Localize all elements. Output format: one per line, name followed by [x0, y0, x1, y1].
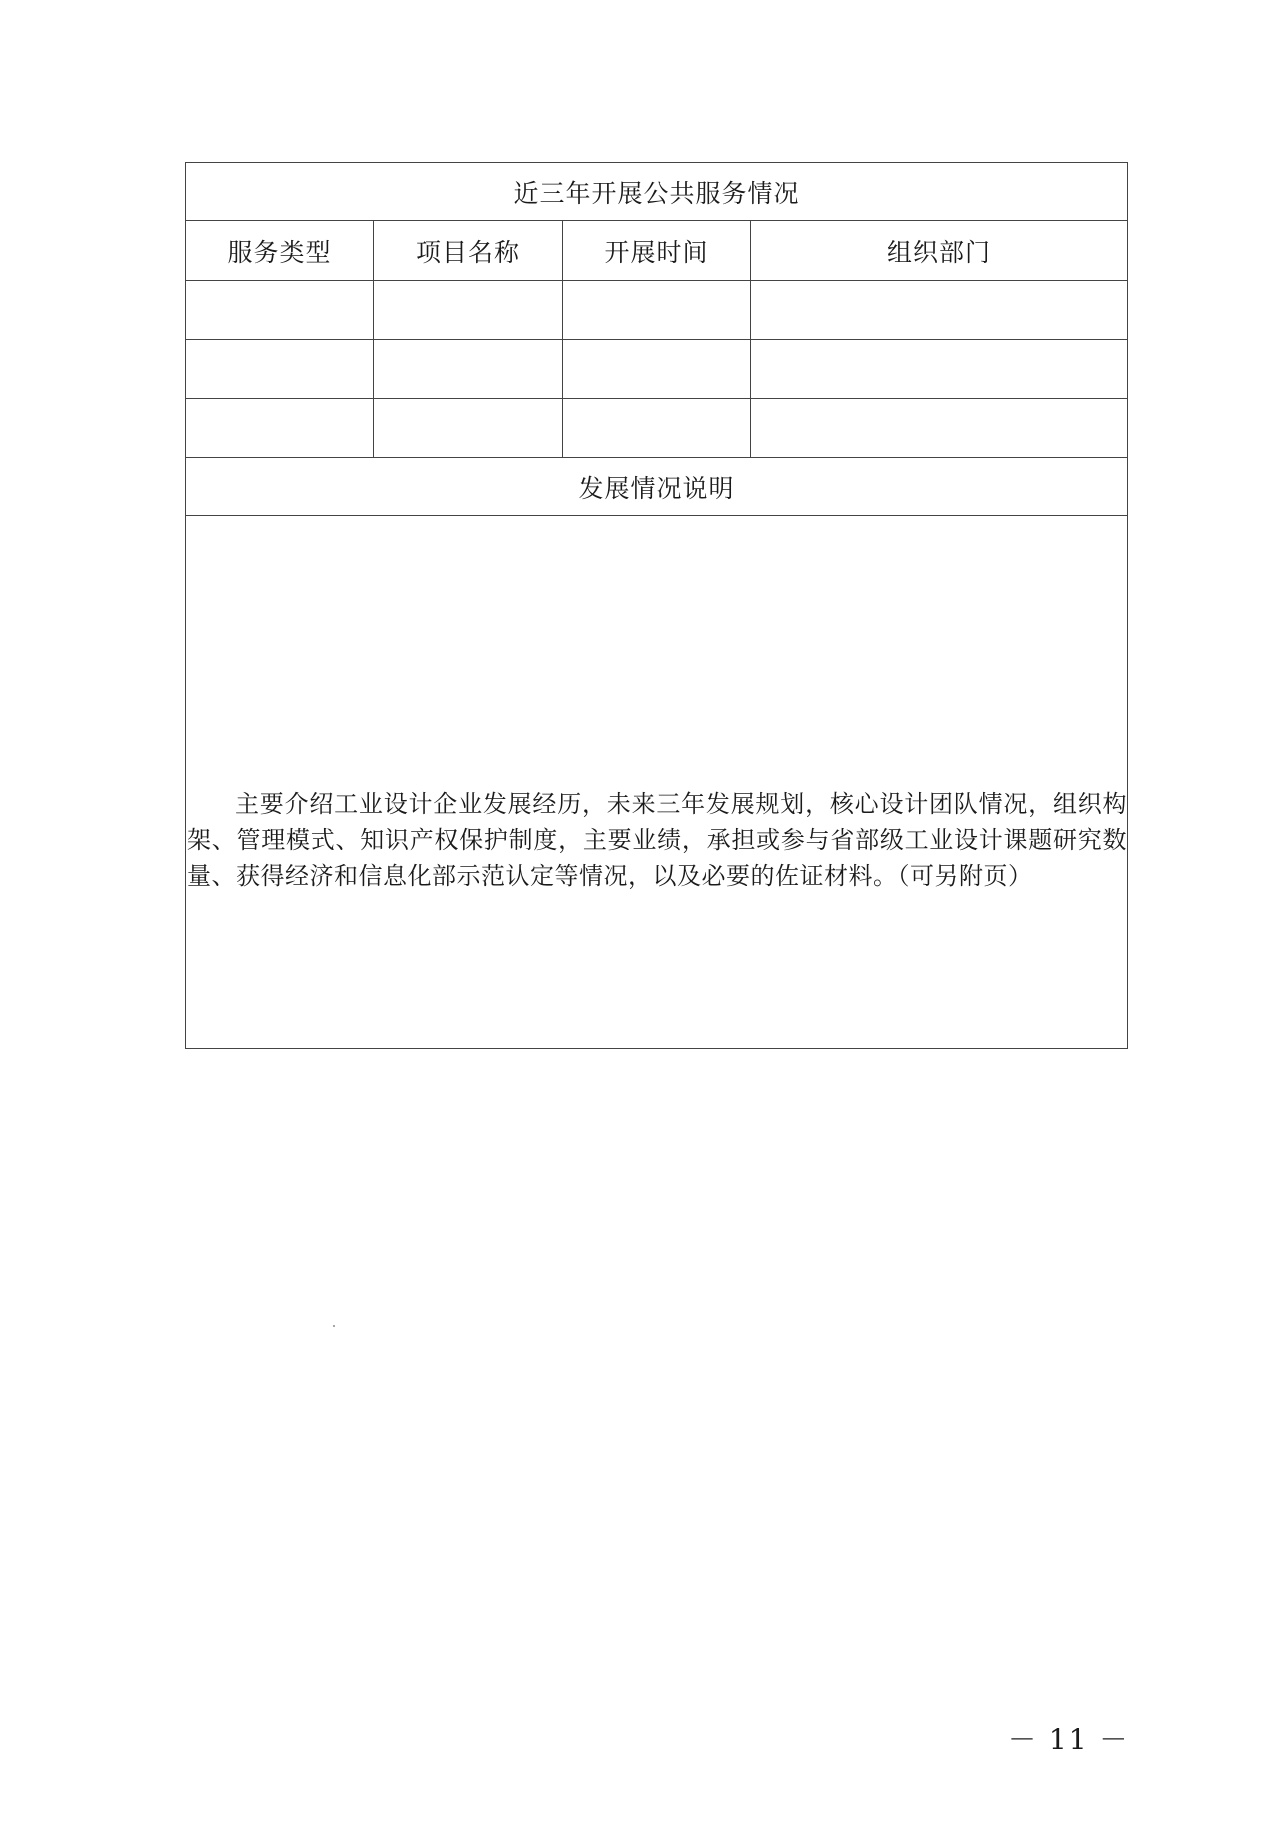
table-row [186, 340, 1128, 399]
department-cell[interactable] [751, 281, 1128, 340]
page-number: － 11 － [1008, 1723, 1130, 1756]
development-description-text: 主要介绍工业设计企业发展经历，未来三年发展规划，核心设计团队情况，组织构架、管理模式、知识产权保护制度，主要业绩，承担或参与省部级工业设计课题研究数量、获得经济和信息化部示范认定等情况，以及必要的佐证材料。（可另附页） [187, 790, 1128, 890]
column-header-service-type: 服务类型 [186, 221, 374, 281]
department-cell[interactable] [751, 399, 1128, 458]
service-type-cell[interactable] [186, 399, 374, 458]
scan-speck [333, 1325, 335, 1327]
department-cell[interactable] [751, 340, 1128, 399]
project-name-cell[interactable] [374, 399, 563, 458]
public-service-title: 近三年开展公共服务情况 [186, 163, 1128, 221]
table-row [186, 399, 1128, 458]
date-cell[interactable] [563, 340, 751, 399]
table-row [186, 281, 1128, 340]
column-header-department: 组织部门 [751, 221, 1128, 281]
project-name-cell[interactable] [374, 340, 563, 399]
application-form-table [185, 162, 1128, 1049]
development-description-cell[interactable] [186, 516, 1128, 1049]
column-header-project-name: 项目名称 [374, 221, 563, 281]
development-title: 发展情况说明 [186, 458, 1128, 516]
project-name-cell[interactable] [374, 281, 563, 340]
service-type-cell[interactable] [186, 281, 374, 340]
date-cell[interactable] [563, 399, 751, 458]
column-header-date: 开展时间 [563, 221, 751, 281]
service-type-cell[interactable] [186, 340, 374, 399]
date-cell[interactable] [563, 281, 751, 340]
